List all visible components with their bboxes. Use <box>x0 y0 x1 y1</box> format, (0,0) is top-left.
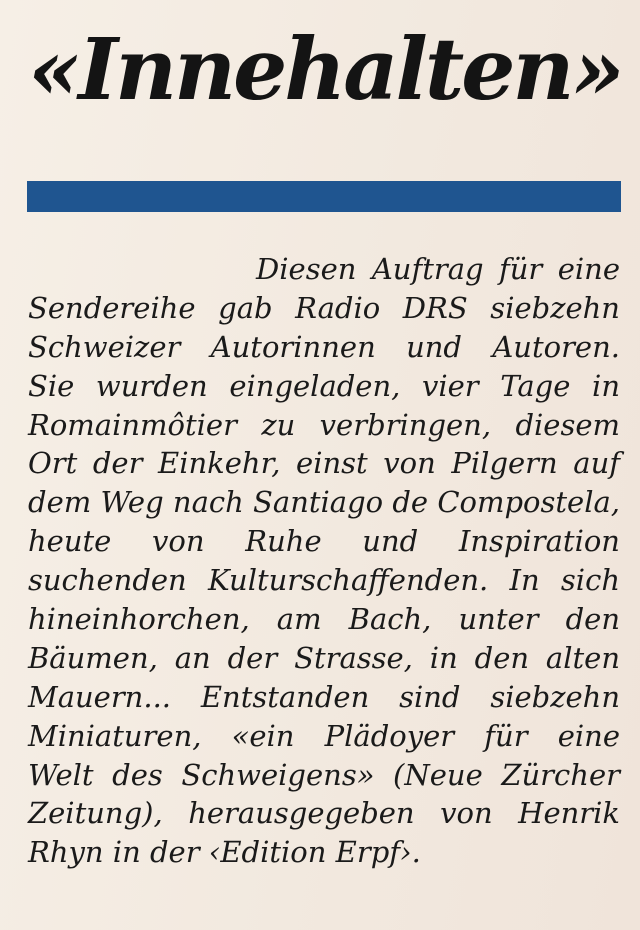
blurb-line: Schweizer Autorinnen und Autoren. <box>28 329 620 364</box>
blurb-line: heute von Ruhe und Inspiration <box>28 524 620 559</box>
blurb-line: Sie wurden eingeladen, vier Tage in <box>28 368 620 403</box>
blurb-line: Welt des Schweigens» (Neue Zürcher <box>28 757 620 792</box>
blurb-line: Miniaturen, «ein Plädoyer für eine <box>28 718 620 753</box>
blue-rule <box>27 181 621 212</box>
blurb-line: Mauern... Entstanden sind siebzehn <box>28 679 620 714</box>
book-title: «Innehalten» <box>28 20 622 120</box>
blurb-line: suchenden Kulturschaffenden. In sich <box>28 563 620 598</box>
blurb-line: Zeitung), herausgegeben von Henrik <box>28 796 620 831</box>
blurb-line: Romainmôtier zu verbringen, diesem <box>28 407 620 442</box>
blurb-line: dem Weg nach Santiago de Compostela, <box>28 485 620 520</box>
blurb-line: Sendereihe gab Radio DRS siebzehn <box>28 290 620 325</box>
blurb-line: Diesen Auftrag für eine <box>256 252 620 286</box>
blurb-line: Bäumen, an der Strasse, in den alten <box>28 640 620 675</box>
blurb-text <box>28 250 620 872</box>
blurb-line: hineinhorchen, am Bach, unter den <box>28 602 620 637</box>
blurb-line: Ort der Einkehr, einst von Pilgern auf <box>28 446 620 481</box>
blurb-line: Rhyn in der ‹Edition Erpf›. <box>28 835 421 870</box>
